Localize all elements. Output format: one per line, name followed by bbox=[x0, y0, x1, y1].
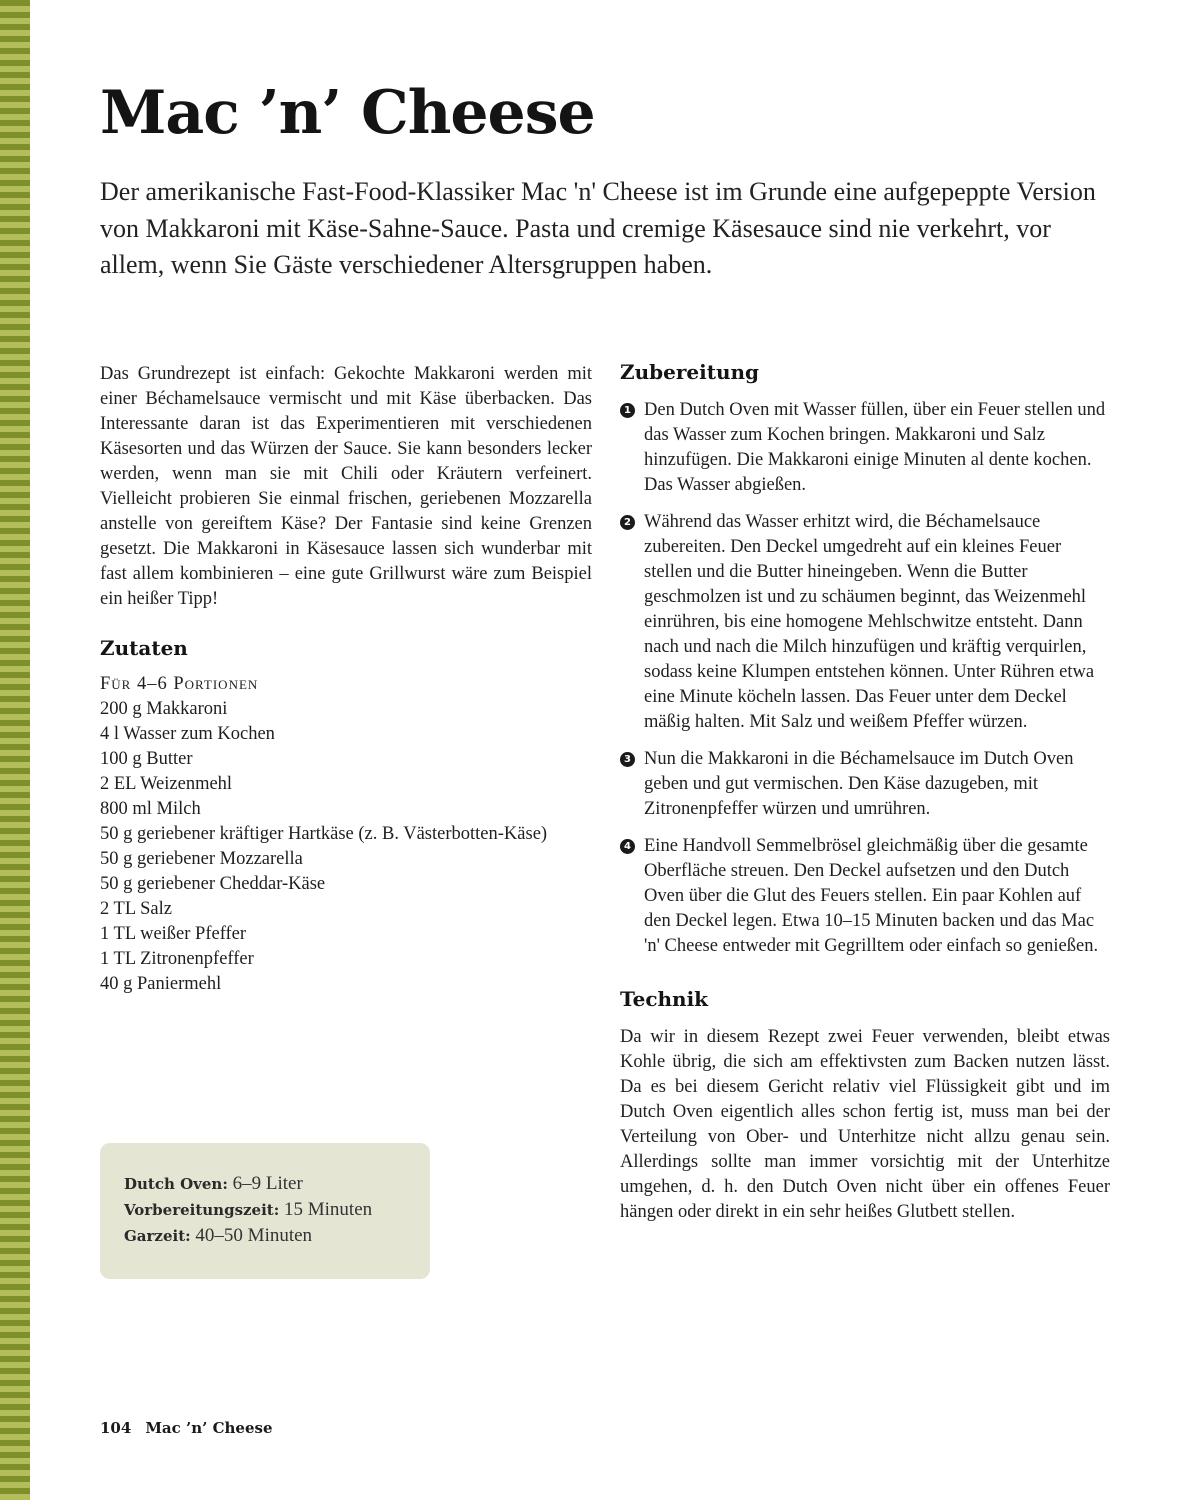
ingredient-item: 2 EL Weizenmehl bbox=[100, 774, 233, 794]
step-number-badge: 2 bbox=[620, 515, 635, 530]
info-label: Vorbereitungszeit: bbox=[124, 1201, 280, 1219]
ingredient-item: 1 TL Zitronenpfeffer bbox=[100, 949, 254, 969]
ingredient-item: 1 TL weißer Pfeffer bbox=[100, 924, 247, 944]
step-number-badge: 4 bbox=[620, 839, 635, 854]
technique-paragraph: Da wir in diesem Rezept zwei Feuer verwenden, bleibt etwas Kohle übrig, die sich am effektivsten zum Backen nutzen lässt. Da es bei diesem Gericht relativ viel Flüssigkeit gibt und im Dutch Oven eigentlich alles schon fertig ist, muss man bei der Verteilung von Ober- und Unterhitze nicht allzu genau sein. Allerdings sollte man immer vorsichtig mit der Unterhitze umgehen, d. h. den Dutch Oven nicht über ein offenes Feuer hängen oder direkt in ein sehr heißes Glutbett stellen. bbox=[620, 1027, 1110, 1222]
ingredients-list bbox=[100, 697, 592, 997]
ingredients-heading: Zutaten bbox=[100, 636, 188, 660]
step-text: Nun die Makkaroni in die Béchamelsauce im Dutch Oven geben und gut vermischen. Den Käse dazugeben, mit Zitronenpfeffer würzen und umrühren. bbox=[644, 749, 1074, 819]
intro-paragraph: Der amerikanische Fast-Food-Klassiker Mac 'n' Cheese ist im Grunde eine aufgepeppte Version von Makkaroni mit Käse-Sahne-Sauce. Pasta und cremige Käsesauce sind nie verkehrt, vor allem, wenn Sie Gäste verschiedener Altersgruppen haben. bbox=[100, 177, 1096, 279]
page-footer bbox=[100, 1419, 272, 1437]
page-number: 104 bbox=[100, 1419, 132, 1437]
info-value: 6–9 Liter bbox=[232, 1173, 303, 1194]
page-title: Mac ’n’ Cheese bbox=[100, 78, 595, 148]
ingredient-item: 50 g geriebener kräftiger Hartkäse (z. B. Västerbotten-Käse) bbox=[100, 824, 548, 844]
step-number-badge: 1 bbox=[620, 403, 635, 418]
left-column bbox=[100, 362, 592, 997]
ingredient-item: 100 g Butter bbox=[100, 749, 193, 769]
step-text: Während das Wasser erhitzt wird, die Béchamelsauce zubereiten. Den Deckel umgedreht auf ein kleines Feuer stellen und die Butter hineingeben. Wenn die Butter geschmolzen ist und zu schäumen beginnt, das Weizenmehl einrühren, bis eine homogene Mehlschwitze entsteht. Dann nach und nach die Milch hinzufügen und kräftig verquirlen, sodass keine Klumpen entstehen können. Unter Rühren etwa eine Minute köcheln lassen. Das Feuer unter dem Deckel mäßig halten. Mit Salz und weißem Pfeffer würzen. bbox=[644, 512, 1095, 732]
decorative-side-stripe bbox=[0, 0, 30, 1500]
info-label: Garzeit: bbox=[124, 1227, 191, 1245]
info-row-dutch-oven bbox=[124, 1171, 430, 1197]
description-paragraph: Das Grundrezept ist einfach: Gekochte Makkaroni werden mit einer Béchamelsauce vermischt und mit Käse überbacken. Das Interessante daran ist das Experimentieren mit verschiedenen Käsesorten und das Würzen der Sauce. Sie kann besonders lecker werden, wenn man sie mit Chili oder Kräutern verfeinert. Vielleicht probieren Sie einmal frischen, geriebenen Mozzarella anstelle von gereiftem Käse? Der Fantasie sind keine Grenzen gesetzt. Die Makkaroni in Käsesauce lassen sich wunderbar mit fast allem kombinieren – eine gute Grillwurst wäre zum Beispiel ein heißer Tipp! bbox=[100, 364, 592, 609]
preparation-step bbox=[620, 747, 1110, 822]
ingredient-item: 50 g geriebener Cheddar-Käse bbox=[100, 874, 326, 894]
ingredient-item: 200 g Makkaroni bbox=[100, 699, 228, 719]
ingredient-item: 40 g Paniermehl bbox=[100, 974, 222, 994]
step-number-badge: 3 bbox=[620, 752, 635, 767]
portions-label: Für 4–6 Portionen bbox=[100, 674, 259, 694]
info-value: 15 Minuten bbox=[284, 1199, 373, 1220]
ingredient-item: 2 TL Salz bbox=[100, 899, 172, 919]
right-column bbox=[620, 360, 1110, 1225]
ingredient-item: 4 l Wasser zum Kochen bbox=[100, 724, 275, 744]
info-value: 40–50 Minuten bbox=[195, 1225, 313, 1246]
ingredient-item: 50 g geriebener Mozzarella bbox=[100, 849, 303, 869]
ingredient-item: 800 ml Milch bbox=[100, 799, 201, 819]
preparation-steps bbox=[620, 398, 1110, 959]
preparation-heading: Zubereitung bbox=[620, 360, 760, 384]
step-text: Eine Handvoll Semmelbrösel gleichmäßig über die gesamte Oberfläche streuen. Den Deckel aufsetzen und den Dutch Oven über die Glut des Feuers stellen. Ein paar Kohlen auf den Deckel legen. Etwa 10–15 Minuten backen und das Mac 'n' Cheese entweder mit Gegrilltem oder einfach so genießen. bbox=[644, 836, 1099, 956]
technique-heading: Technik bbox=[620, 987, 709, 1011]
info-box bbox=[100, 1143, 430, 1279]
preparation-step bbox=[620, 834, 1110, 959]
info-row-prep-time bbox=[124, 1197, 430, 1223]
footer-title: Mac ’n’ Cheese bbox=[145, 1419, 273, 1437]
preparation-step bbox=[620, 398, 1110, 498]
preparation-step bbox=[620, 510, 1110, 735]
info-label: Dutch Oven: bbox=[124, 1175, 228, 1193]
info-row-cook-time bbox=[124, 1223, 430, 1249]
step-text: Den Dutch Oven mit Wasser füllen, über ein Feuer stellen und das Wasser zum Kochen bringen. Makkaroni und Salz hinzufügen. Die Makkaroni einige Minuten al dente kochen. Das Wasser abgießen. bbox=[644, 400, 1106, 495]
